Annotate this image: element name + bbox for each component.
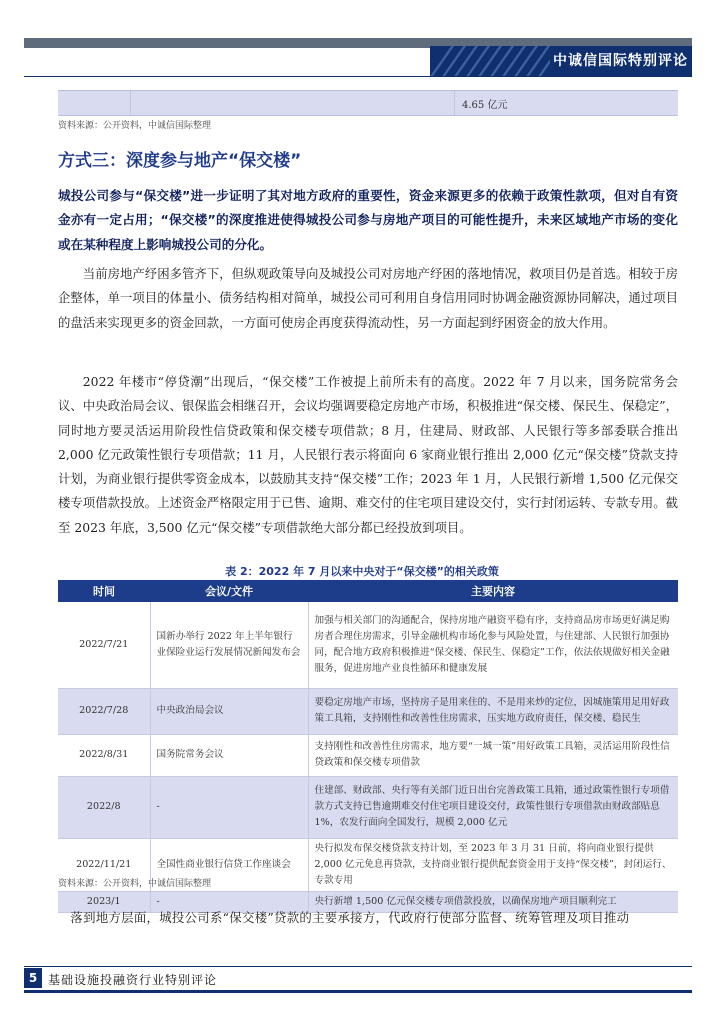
table-header-row — [58, 580, 678, 602]
row-meeting: 国新办举行 2022 年上半年银行业保险业运行发展情况新闻发布会 — [150, 602, 308, 688]
policy-table — [58, 580, 678, 913]
prev-table-cell — [130, 91, 455, 115]
header-meeting: 会议/文件 — [150, 580, 308, 602]
header-content: 主要内容 — [308, 580, 678, 602]
row-meeting: 全国性商业银行信贷工作座谈会 — [150, 838, 308, 891]
source-note: 资料来源：公开资料，中诚信国际整理 — [58, 121, 212, 131]
row-date: 2022/7/28 — [58, 688, 150, 734]
page-number: 5 — [24, 968, 42, 988]
table-row — [58, 734, 678, 776]
source-note: 资料来源：公开资料，中诚信国际整理 — [58, 879, 212, 889]
row-meeting: - — [150, 891, 308, 912]
row-content: 住建部、财政部、央行等有关部门近日出台完善政策工具箱，通过政策性银行专项借款方式支持已售逾期难交付住宅项目建设交付，政策性银行专项借款由财政部贴息 1%，农发行面向全国发行，规模 2,000 亿元 — [308, 776, 678, 838]
footer-title: 基础设施投融资行业特别评论 — [48, 973, 218, 987]
table-row — [58, 776, 678, 838]
row-content: 央行拟发布保交楼贷款支持计划，至 2023 年 3 月 31 日前，将向商业银行提供 2,000 亿元免息再贷款，支持商业银行提供配套资金用于支持“保交楼”，封闭运行、专款专用 — [308, 838, 678, 891]
row-meeting: - — [150, 776, 308, 838]
body-paragraph: 2022 年楼市“停贷潮”出现后，“保交楼”工作被提上前所未有的高度。2022 年 7 月以来，国务院常务会议、中央政治局会议、银保监会相继召开，会议均强调要稳定房地产市场，积极推进“保交楼、保民生、保稳定”，同时地方要灵活运用阶段性信贷政策和保交楼专项借款；8 月，住建局、财政部、人民银行等多部委联合推出 2,000 亿元政策性银行专项借款；11 月，人民银行表示将面向 6 家商业银行推出 2,000 亿元“保交楼”贷款支持计划，为商业银行提供零资金成本，以鼓励其支持“保交楼”工作；2023 年 1 月，人民银行新增 1,500 亿元保交楼专项借款投放。上述资金严格限定用于已售、逾期、难交付的住宅项目建设交付，实行封闭运转、专款专用。截至 2023 年底，3,500 亿元“保交楼”专项借款绝大部分都已经投放到项目。 — [58, 374, 678, 535]
row-date: 2022/11/21 — [58, 838, 150, 891]
header-stripes — [430, 46, 550, 76]
row-content: 要稳定房地产市场，坚持房子是用来住的、不是用来炒的定位，因城施策用足用好政策工具箱，支持刚性和改善性住房需求，压实地方政府责任，保交楼、稳民生 — [308, 688, 678, 734]
lead-paragraph: 城投公司参与“保交楼”进一步证明了其对地方政府的重要性，资金来源更多的依赖于政策性款项，但对自有资金亦有一定占用；“保交楼”的深度推进使得城投公司参与房地产项目的可能性提升，未来区域地产市场的变化或在某种程度上影响城投公司的分化。 — [58, 188, 678, 252]
row-content: 支持刚性和改善性住房需求，地方要“一城一策”用好政策工具箱，灵活运用阶段性信贷政策和保交楼专项借款 — [308, 734, 678, 776]
row-date: 2022/8/31 — [58, 734, 150, 776]
body-paragraph: 当前房地产纾困多管齐下，但纵观政策导向及城投公司对房地产纾困的落地情况，救项目仍是首选。相较于房企整体，单一项目的体量小、债务结构相对简单，城投公司可利用自身信用同时协调金融资源协同解决，通过项目的盘活来实现更多的资金回款，一方面可使房企再度获得流动性，另一方面起到纾困资金的放大作用。 — [58, 266, 678, 330]
row-date: 2023/1 — [58, 891, 150, 912]
prev-table-value: 4.65 亿元 — [462, 100, 508, 111]
prev-table-cell — [58, 91, 131, 115]
prev-table-last-row — [58, 90, 678, 116]
section-title: 方式三：深度参与地产“保交楼” — [58, 151, 302, 171]
row-date: 2022/7/21 — [58, 602, 150, 688]
row-meeting: 国务院常务会议 — [150, 734, 308, 776]
row-date: 2022/8 — [58, 776, 150, 838]
row-meeting: 中央政治局会议 — [150, 688, 308, 734]
table-row — [58, 602, 678, 688]
footer-bar — [24, 990, 692, 993]
body-paragraph: 落到地方层面，城投公司系“保交楼”贷款的主要承接方，代政府行使部分监督、统筹管理及项目推动 — [70, 910, 630, 925]
footer-line — [24, 966, 692, 967]
table-caption: 表 2：2022 年 7 月以来中央对于“保交楼”的相关政策 — [225, 565, 499, 578]
table-row — [58, 688, 678, 734]
header-line — [24, 76, 692, 77]
header-date: 时间 — [58, 580, 150, 602]
row-content: 加强与相关部门的沟通配合，保持房地产融资平稳有序，支持商品房市场更好满足购房者合理住房需求，引导金融机构市场化参与风险处置，与住建部、人民银行加强协同，配合地方政府积极推进“保交楼、保民生、保稳定”工作，依法依规做好相关金融服务，促进房地产业良性循环和健康发展 — [308, 602, 678, 688]
row-content: 央行新增 1,500 亿元保交楼专项借款投放，以确保房地产项目顺利完工 — [308, 891, 678, 912]
header-title: 中诚信国际特别评论 — [553, 53, 688, 69]
